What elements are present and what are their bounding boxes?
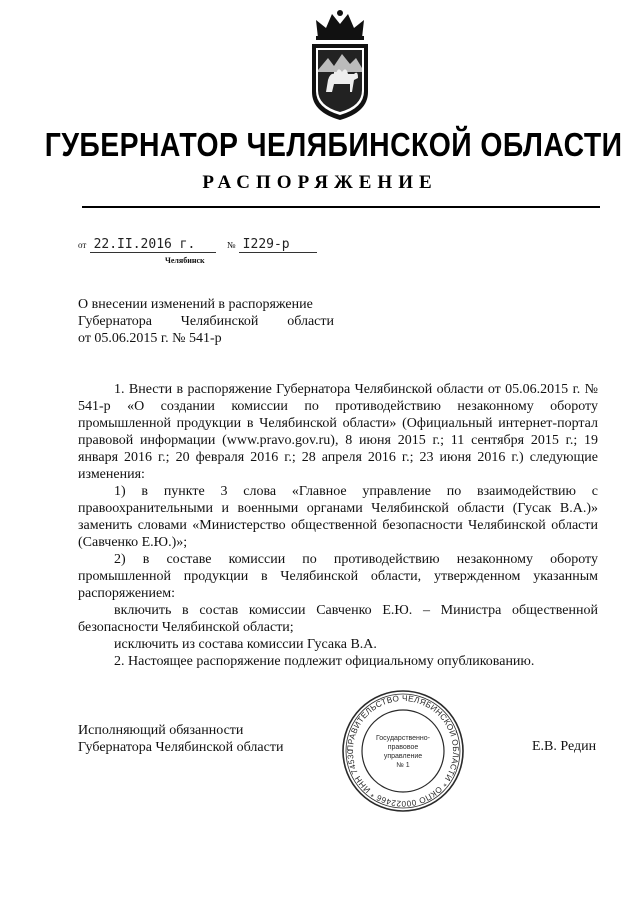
stamp-ring-text: ПРАВИТЕЛЬСТВО ЧЕЛЯБИНСКОЙ ОБЛАСТИ * ОКПО 00022466 * ИНН 74530 [345, 693, 461, 809]
document-type: РАСПОРЯЖЕНИЕ [202, 172, 438, 193]
coat-of-arms-icon [300, 8, 380, 124]
stamp-center-line: управление [383, 753, 423, 760]
date-prefix: от [78, 240, 87, 250]
date-line [78, 236, 317, 253]
subject-line: О внесении изменений в распоряжение [78, 297, 313, 312]
governor-title: ГУБЕРНАТОР ЧЕЛЯБИНСКОЙ ОБЛАСТИ [44, 126, 623, 163]
signatory-position-line: Исполняющий обязанности [78, 723, 244, 738]
official-stamp [336, 688, 470, 814]
paragraph: 2. Настоящее распоряжение подлежит официальному опубликованию. [114, 654, 535, 669]
document-number: I229-р [239, 237, 317, 253]
stamp-center-line: № 1 [396, 762, 410, 769]
number-prefix: № [226, 240, 236, 250]
city-label: Челябинск [165, 256, 205, 265]
signatory-position-line: Губернатора Челябинской области [78, 740, 284, 755]
subject-line: Губернатора Челябинской области [78, 314, 334, 329]
signatory-name: Е.В. Редин [532, 739, 597, 754]
paragraph: 1. Внести в распоряжение Губернатора Челябинской области от 05.06.2015 г. № 541-р «О создании комиссии по противодействию незаконному обороту промышленной продукции в Челябинской области» (Официальный интернет-портал правовой информации (www.pravo.gov.ru), 8 июня 2015 г.; 11 сентября 2015 г.; 19 января 2016 г.; 20 февраля 2016 г.; 28 апреля 2016 г.; 23 июня 2016 г.) следующие изменения: [78, 382, 598, 482]
paragraph: 2) в составе комиссии по противодействию незаконному обороту промышленной продукции в Челябинской области, утвержденном указанным распоряжением: [78, 552, 598, 601]
stamp-center-line: Государственно- [375, 735, 431, 742]
subject-line: от 05.06.2015 г. № 541-р [78, 331, 222, 346]
signatory-position [78, 722, 283, 756]
document-date: 22.II.2016 г. [90, 237, 216, 253]
paragraph: включить в состав комиссии Савченко Е.Ю. – Министра общественной безопасности Челябинской области; [78, 603, 598, 635]
document-subject [78, 296, 334, 347]
header-divider [82, 206, 600, 208]
document-body [78, 381, 598, 670]
stamp-center-line: правовое [387, 744, 419, 751]
paragraph: 1) в пункте 3 слова «Главное управление по взаимодействию с правоохранительными и военными органами Челябинской области (Гусак В.А.)» заменить словами «Министерство общественной безопасности Челябинской области (Савченко Е.Ю.)»; [78, 484, 598, 550]
paragraph: исключить из состава комиссии Гусака В.А. [114, 637, 377, 652]
